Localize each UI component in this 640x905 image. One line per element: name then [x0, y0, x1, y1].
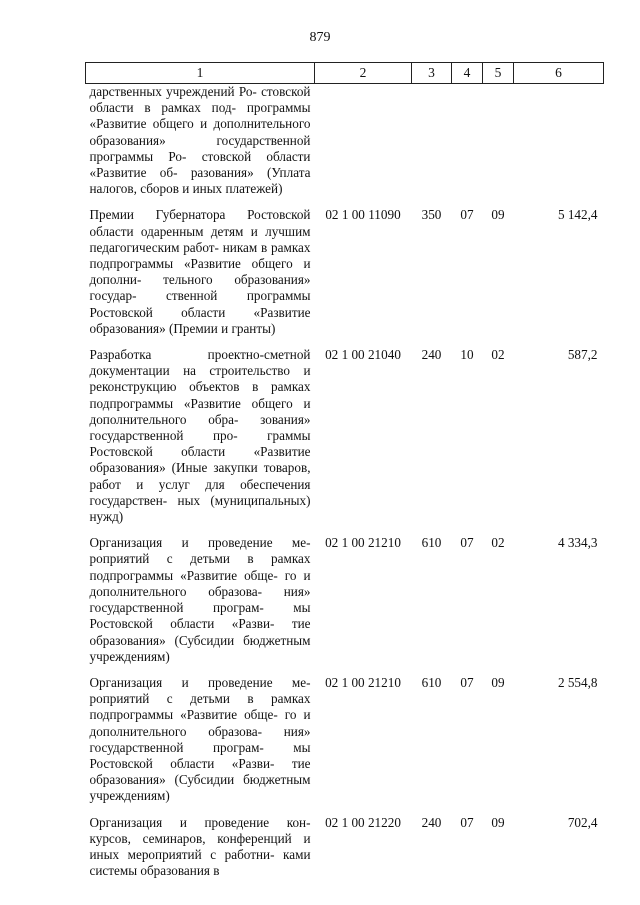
description-line: ных (муниципальных) нужд)	[89, 492, 311, 525]
description-line: никам в рамках подпрограммы	[89, 239, 311, 272]
expense-type-code	[412, 84, 452, 208]
amount-value: 2 554,8	[557, 674, 598, 690]
column-header-1: 1	[86, 63, 315, 84]
description-line: го и дополнительного образова-	[89, 707, 311, 739]
section-code: 07	[460, 207, 474, 223]
column-header-3: 3	[412, 63, 452, 84]
table-body	[86, 84, 604, 890]
description-line: лучшим педагогическим работ-	[89, 223, 311, 255]
amount-value: 587,2	[567, 347, 598, 363]
description-line: Организация и проведение ме-	[89, 535, 311, 551]
description-line: ния» государственной програм-	[89, 723, 311, 755]
target-article-code	[315, 84, 412, 208]
column-header-4: 4	[452, 63, 483, 84]
description-line: ками системы образования в	[89, 846, 311, 879]
row-description	[86, 815, 315, 890]
description-line: и реконструкцию объектов в	[89, 363, 311, 395]
description-line: подпрограммы «Развитие обще-	[89, 707, 278, 723]
target-article-code: 02 1 00 21040	[325, 347, 401, 363]
description-line: Разработка проектно-сметной	[89, 347, 311, 363]
table-row	[86, 675, 604, 815]
table-header-row	[86, 63, 604, 84]
description-line: тие образования» (Субсидии	[89, 755, 311, 788]
amount-value: 4 334,3	[557, 535, 598, 551]
row-description	[86, 84, 315, 208]
subsection-code: 02	[491, 347, 505, 363]
description-line: Организация и проведение кон-	[89, 814, 311, 830]
section-code: 07	[460, 535, 474, 551]
description-line: закупки товаров, работ и услуг	[89, 460, 311, 492]
description-line: зования» государственной про-	[89, 411, 311, 444]
budget-table	[85, 62, 604, 889]
row-description	[86, 675, 315, 815]
subsection-code: 02	[491, 535, 505, 551]
description-line: общего и дополнительного обра-	[89, 395, 311, 427]
target-article-code: 02 1 00 11090	[325, 207, 401, 223]
expense-type-code: 610	[421, 674, 442, 690]
subsection-code: 09	[491, 674, 505, 690]
row-description	[86, 535, 315, 675]
description-line: стовской области в рамках под-	[89, 84, 311, 116]
description-line: и иных мероприятий с работни-	[89, 830, 311, 862]
description-line: Премии Губернатора Ростовской	[89, 207, 311, 223]
description-line: государственной программы Ро-	[89, 132, 311, 164]
description-line: программы «Развитие общего и	[89, 100, 311, 132]
description-line: ственной программы Ростовской	[89, 288, 311, 320]
description-line: разования» (Уплата налогов,	[89, 165, 311, 197]
section-code: 10	[460, 347, 474, 363]
description-line: Организация и проведение ме-	[89, 674, 311, 690]
description-line: бюджетным учреждениям)	[89, 772, 311, 804]
table-row	[86, 535, 604, 675]
description-line: документации на строительство	[89, 363, 291, 379]
column-header-2: 2	[315, 63, 412, 84]
description-line: граммы Ростовской области	[89, 428, 311, 460]
description-line: рамках подпрограммы «Развитие	[89, 379, 311, 411]
table-row	[86, 207, 604, 347]
description-line: дарственных учреждений Ро-	[89, 84, 257, 99]
row-description	[86, 207, 315, 347]
description-line: подпрограммы «Развитие обще-	[89, 567, 278, 583]
description-line: дополнительного образования»	[89, 116, 311, 148]
amount-value	[514, 84, 604, 208]
table-row	[86, 84, 604, 208]
description-line: (Премии и гранты)	[168, 320, 276, 336]
target-article-code: 02 1 00 21210	[325, 674, 401, 690]
description-line: ния» государственной програм-	[89, 583, 311, 616]
amount-value: 5 142,4	[557, 207, 598, 223]
section-code: 07	[460, 814, 474, 830]
table-row	[86, 347, 604, 535]
description-line: тие образования» (Субсидии	[89, 616, 311, 648]
expense-type-code: 240	[421, 347, 442, 363]
description-line: бюджетным учреждениям)	[89, 632, 311, 664]
section-code: 07	[460, 674, 474, 690]
description-line: области «Развитие образования»	[89, 304, 311, 336]
subsection-code	[483, 84, 514, 208]
amount-value: 702,4	[567, 814, 598, 830]
description-line: роприятий с детьми в рамках	[89, 691, 311, 707]
section-code	[452, 84, 483, 208]
description-line: мы Ростовской области «Разви-	[89, 739, 311, 771]
description-line: тельного образования» государ-	[89, 272, 311, 304]
description-line: роприятий с детьми в рамках	[89, 551, 311, 567]
description-line: сборов и иных платежей)	[140, 181, 283, 197]
description-line: стовской области «Развитие об-	[89, 148, 311, 181]
expense-type-code: 610	[421, 535, 442, 551]
page-number: 879	[309, 30, 331, 45]
table-row	[86, 815, 604, 890]
description-line: области одаренным детям и	[89, 223, 258, 239]
target-article-code: 02 1 00 21210	[325, 535, 401, 551]
row-description	[86, 347, 315, 535]
expense-type-code: 240	[421, 814, 442, 830]
subsection-code: 09	[491, 814, 505, 830]
column-header-5: 5	[483, 63, 514, 84]
description-line: «Развитие образования» (Иные	[89, 444, 311, 476]
description-line: «Развитие общего и дополни-	[89, 256, 311, 288]
expense-type-code: 350	[421, 207, 442, 223]
description-line: курсов, семинаров, конференций	[89, 830, 292, 846]
subsection-code: 09	[491, 207, 505, 223]
description-line: мы Ростовской области «Разви-	[89, 600, 311, 632]
column-header-6: 6	[514, 63, 604, 84]
description-line: го и дополнительного образова-	[89, 567, 311, 599]
description-line: для обеспечения государствен-	[89, 476, 311, 508]
target-article-code: 02 1 00 21220	[325, 814, 401, 830]
